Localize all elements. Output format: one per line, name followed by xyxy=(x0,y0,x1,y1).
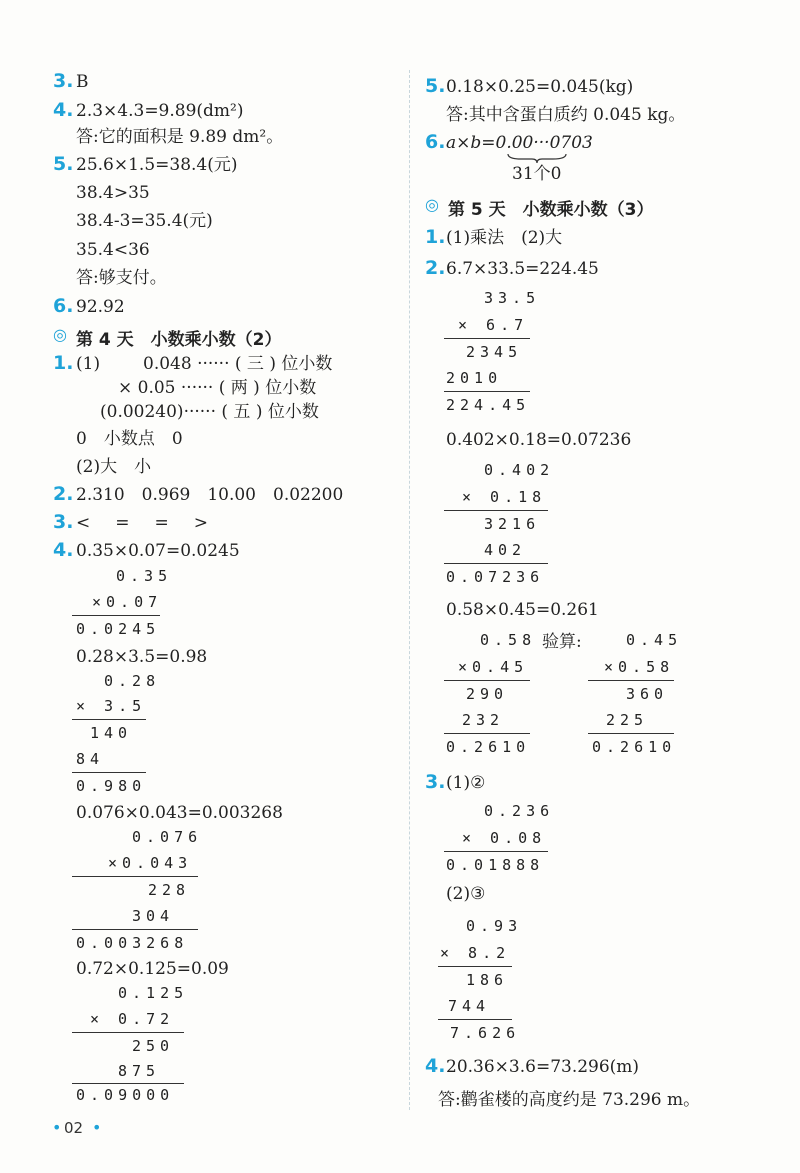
calc-line: 0.2610 xyxy=(592,738,677,756)
calc-rule xyxy=(588,733,674,734)
calc-line: 875 xyxy=(118,1062,161,1080)
answer-text: 0.048 ······ ( 三 ) 位小数 xyxy=(143,354,333,374)
answer-text: (2)③ xyxy=(446,884,486,904)
calc-line: 0.125 xyxy=(118,984,189,1002)
calc-line: ×0.07 xyxy=(92,593,163,611)
equation: 0.402×0.18=0.07236 xyxy=(446,430,632,450)
calc-line: 0.93 xyxy=(466,917,523,935)
answer-text: 0.18×0.25=0.045(kg) xyxy=(446,77,634,97)
calc-line: 0.980 xyxy=(76,777,147,795)
calc-line: ×0.043 xyxy=(108,854,193,872)
answer-text: 答:鹳雀楼的高度约是 73.296 m。 xyxy=(438,1090,701,1110)
answer-text: (1)② xyxy=(446,773,486,793)
page-dot: • xyxy=(92,1118,102,1137)
calc-line: 0.01888 xyxy=(446,856,545,874)
answer-text: 0 小数点 0 xyxy=(76,429,183,449)
equation: 0.72×0.125=0.09 xyxy=(76,959,229,979)
calc-rule xyxy=(444,563,548,564)
check-label: 验算: xyxy=(542,632,582,652)
calc-line: 33.5 xyxy=(484,289,541,307)
answer-text: 答:其中含蛋白质约 0.045 kg。 xyxy=(446,105,686,125)
calc-line: 0.07236 xyxy=(446,568,545,586)
calc-rule xyxy=(72,772,146,773)
calc-rule xyxy=(72,719,146,720)
answer-text: 92.92 xyxy=(76,297,125,317)
equation: 20.36×3.6=73.296(m) xyxy=(446,1057,640,1077)
calc-line: 2010 xyxy=(446,369,503,387)
answer-number: 3. xyxy=(425,771,446,793)
calc-line: 304 xyxy=(132,907,175,925)
calc-rule xyxy=(438,966,512,967)
target-icon: ◎ xyxy=(53,325,67,344)
answer-text: 2.310 0.969 10.00 0.02200 xyxy=(76,485,344,505)
calc-line: 0.236 xyxy=(484,802,555,820)
answer-number: 1. xyxy=(53,352,74,374)
calc-rule xyxy=(444,680,530,681)
calc-line: 0.2610 xyxy=(446,738,531,756)
calc-line: × 8.2 xyxy=(440,944,511,962)
page-number: 02 xyxy=(64,1119,84,1137)
calc-line: 228 xyxy=(148,881,191,899)
answer-number: 3. xyxy=(53,511,74,533)
calc-line: 0.0245 xyxy=(76,620,161,638)
calc-rule xyxy=(588,680,674,681)
equation: 6.7×33.5=224.45 xyxy=(446,259,599,279)
answer-number: 4. xyxy=(53,99,74,121)
answer-text: 35.4<36 xyxy=(76,240,150,260)
calc-line: 0.35 xyxy=(116,567,173,585)
answer-text: 25.6×1.5=38.4(元) xyxy=(76,155,238,175)
calc-line: 360 xyxy=(626,685,669,703)
answer-text: 答:它的面积是 9.89 dm²。 xyxy=(76,127,284,147)
page-dot: • xyxy=(52,1118,62,1137)
answer-text: 2.3×4.3=9.89(dm²) xyxy=(76,101,244,121)
answer-number: 4. xyxy=(53,539,74,561)
calc-line: 0.003268 xyxy=(76,934,189,952)
answer-number: 4. xyxy=(425,1055,446,1077)
calc-line: × 6.7 xyxy=(458,316,529,334)
calc-line: 232 xyxy=(462,711,505,729)
calc-line: × 0.72 xyxy=(90,1010,175,1028)
answer-number: 6. xyxy=(53,295,74,317)
calc-line: 0.58 xyxy=(480,631,537,649)
answer-text: < = = > xyxy=(76,513,212,533)
section-heading: 第 4 天 小数乘小数（2） xyxy=(76,330,282,350)
answer-number: 5. xyxy=(53,153,74,175)
calc-line: 744 xyxy=(448,997,491,1015)
calc-line: 0.402 xyxy=(484,461,555,479)
calc-rule xyxy=(72,1032,184,1033)
answer-text: 38.4-3=35.4(元) xyxy=(76,211,213,231)
calc-line: × 3.5 xyxy=(76,697,147,715)
calc-line: × 0.08 xyxy=(462,829,547,847)
answer-text: a×b=0.00···0703 xyxy=(446,133,593,153)
calc-line: 84 xyxy=(76,750,105,768)
answer-text: 38.4>35 xyxy=(76,183,150,203)
answer-text: × 0.05 ······ ( 两 ) 位小数 xyxy=(118,378,317,398)
calc-line: 225 xyxy=(606,711,649,729)
calc-line: ×0.58 xyxy=(604,658,675,676)
section-heading: 第 5 天 小数乘小数（3） xyxy=(448,200,654,220)
calc-line: 2345 xyxy=(466,343,523,361)
calc-rule xyxy=(72,615,160,616)
calc-line: 0.28 xyxy=(104,672,161,690)
calc-line: 3216 xyxy=(484,515,541,533)
answer-text: (1) xyxy=(76,354,101,374)
calc-rule xyxy=(444,338,530,339)
calc-rule xyxy=(72,876,198,877)
calc-line: × 0.18 xyxy=(462,488,547,506)
answer-number: 2. xyxy=(425,257,446,279)
calc-rule xyxy=(444,733,530,734)
answer-text: (2)大 小 xyxy=(76,457,152,477)
calc-line: 186 xyxy=(466,971,509,989)
answer-number: 5. xyxy=(425,75,446,97)
calc-rule xyxy=(444,510,548,511)
answer-text: (0.00240)······ ( 五 ) 位小数 xyxy=(100,402,319,422)
calc-line: 7.626 xyxy=(450,1024,521,1042)
answer-number: 2. xyxy=(53,483,74,505)
calc-line: 0.45 xyxy=(626,631,683,649)
answer-number: 1. xyxy=(425,226,446,248)
calc-rule xyxy=(72,1083,184,1084)
calc-rule xyxy=(444,391,530,392)
calc-rule xyxy=(444,851,548,852)
calc-line: 224.45 xyxy=(446,396,531,414)
calc-line: 290 xyxy=(466,685,509,703)
calc-line: 0.076 xyxy=(132,828,203,846)
calc-rule xyxy=(72,929,198,930)
answer-text: (1)乘法 (2)大 xyxy=(446,228,563,248)
answer-number: 6. xyxy=(425,131,446,153)
calc-line: 250 xyxy=(132,1037,175,1055)
equation: 0.076×0.043=0.003268 xyxy=(76,803,283,823)
equation: 0.28×3.5=0.98 xyxy=(76,647,208,667)
answer-number: 3. xyxy=(53,70,74,92)
answer-text: 答:够支付。 xyxy=(76,268,167,288)
calc-rule xyxy=(438,1019,512,1020)
answer-text: B xyxy=(76,72,89,92)
calc-line: 140 xyxy=(90,724,133,742)
column-divider xyxy=(409,70,410,1110)
calc-line: 0.09000 xyxy=(76,1086,175,1100)
equation: 0.35×0.07=0.0245 xyxy=(76,541,240,561)
calc-line: ×0.45 xyxy=(458,658,529,676)
brace-label: 31个0 xyxy=(512,164,562,184)
equation: 0.58×0.45=0.261 xyxy=(446,600,599,620)
target-icon: ◎ xyxy=(425,195,439,214)
calc-line: 402 xyxy=(484,541,527,559)
